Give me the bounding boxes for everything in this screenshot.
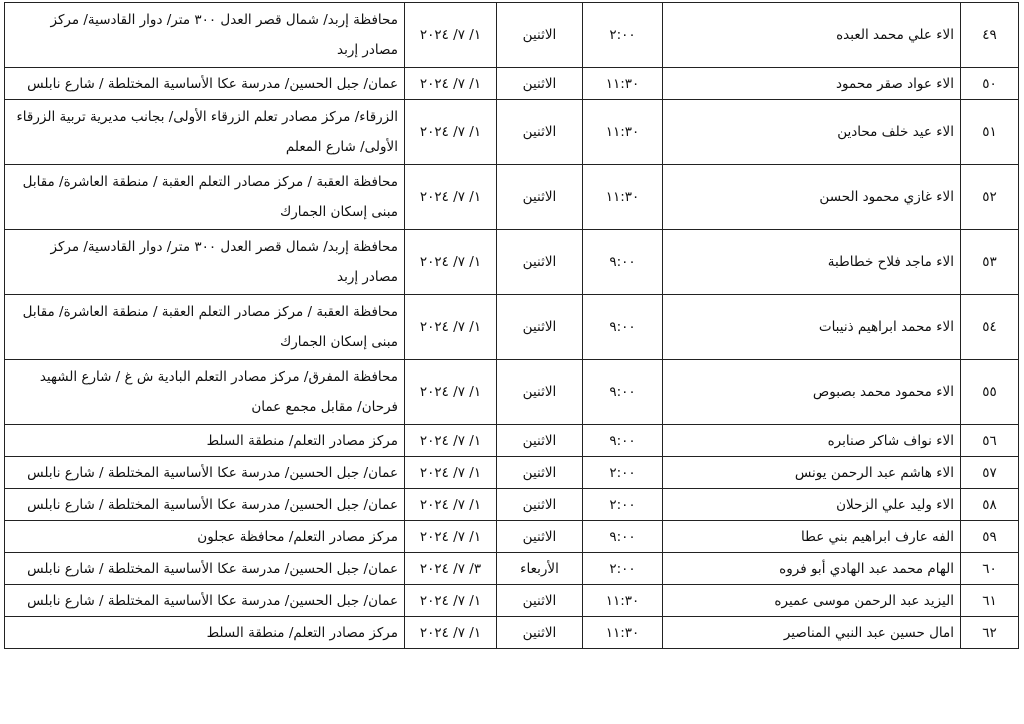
location-cell: محافظة إربد/ شمال قصر العدل ٣٠٠ متر/ دوار القادسية/ مركز مصادر إربد [5,230,405,295]
date-cell: ١/ ٧/ ٢٠٢٤ [405,230,497,295]
date-cell: ١/ ٧/ ٢٠٢٤ [405,457,497,489]
day-cell: الاثنين [497,230,583,295]
person-name: الفه عارف ابراهيم بني عطا [663,521,961,553]
day-cell: الاثنين [497,585,583,617]
time-cell: ٩:٠٠ [583,521,663,553]
row-number: ٥٩ [961,521,1019,553]
date-cell: ١/ ٧/ ٢٠٢٤ [405,617,497,649]
row-number: ٥٣ [961,230,1019,295]
day-cell: الاثنين [497,617,583,649]
day-cell: الاثنين [497,489,583,521]
table-row [5,553,1019,585]
time-cell: ٢:٠٠ [583,3,663,68]
table-row [5,425,1019,457]
table-row [5,100,1019,165]
person-name: الهام محمد عبد الهادي أبو فروه [663,553,961,585]
day-cell: الاثنين [497,100,583,165]
schedule-body [5,3,1019,649]
person-name: اليزيد عبد الرحمن موسى عميره [663,585,961,617]
table-row [5,489,1019,521]
time-cell: ١١:٣٠ [583,585,663,617]
row-number: ٥٧ [961,457,1019,489]
person-name: الاء ماجد فلاح خطاطبة [663,230,961,295]
row-number: ٥٦ [961,425,1019,457]
date-cell: ١/ ٧/ ٢٠٢٤ [405,521,497,553]
table-row [5,295,1019,360]
day-cell: الأربعاء [497,553,583,585]
row-number: ٦١ [961,585,1019,617]
date-cell: ١/ ٧/ ٢٠٢٤ [405,100,497,165]
person-name: الاء وليد علي الزحلان [663,489,961,521]
date-cell: ١/ ٧/ ٢٠٢٤ [405,585,497,617]
day-cell: الاثنين [497,360,583,425]
day-cell: الاثنين [497,457,583,489]
date-cell: ١/ ٧/ ٢٠٢٤ [405,3,497,68]
table-row [5,617,1019,649]
row-number: ٥٥ [961,360,1019,425]
person-name: الاء عيد خلف محادين [663,100,961,165]
time-cell: ١١:٣٠ [583,68,663,100]
row-number: ٥١ [961,100,1019,165]
location-cell: الزرقاء/ مركز مصادر تعلم الزرقاء الأولى/ بجانب مديرية تربية الزرقاء الأولى/ شارع المعلم [5,100,405,165]
table-row [5,3,1019,68]
time-cell: ٩:٠٠ [583,230,663,295]
table-row [5,360,1019,425]
location-cell: مركز مصادر التعلم/ منطقة السلط [5,617,405,649]
time-cell: ١١:٣٠ [583,165,663,230]
date-cell: ١/ ٧/ ٢٠٢٤ [405,165,497,230]
location-cell: عمان/ جبل الحسين/ مدرسة عكا الأساسية المختلطة / شارع نابلس [5,68,405,100]
person-name: الاء غازي محمود الحسن [663,165,961,230]
row-number: ٥٢ [961,165,1019,230]
row-number: ٥٤ [961,295,1019,360]
location-cell: عمان/ جبل الحسين/ مدرسة عكا الأساسية المختلطة / شارع نابلس [5,585,405,617]
time-cell: ٢:٠٠ [583,457,663,489]
date-cell: ١/ ٧/ ٢٠٢٤ [405,489,497,521]
table-row [5,68,1019,100]
row-number: ٦٢ [961,617,1019,649]
date-cell: ١/ ٧/ ٢٠٢٤ [405,425,497,457]
day-cell: الاثنين [497,68,583,100]
day-cell: الاثنين [497,3,583,68]
person-name: امال حسين عبد النبي المناصير [663,617,961,649]
date-cell: ١/ ٧/ ٢٠٢٤ [405,295,497,360]
location-cell: عمان/ جبل الحسين/ مدرسة عكا الأساسية المختلطة / شارع نابلس [5,553,405,585]
person-name: الاء علي محمد العبده [663,3,961,68]
time-cell: ٩:٠٠ [583,295,663,360]
location-cell: عمان/ جبل الحسين/ مدرسة عكا الأساسية المختلطة / شارع نابلس [5,489,405,521]
person-name: الاء نواف شاكر صنابره [663,425,961,457]
day-cell: الاثنين [497,425,583,457]
location-cell: مركز مصادر التعلم/ محافظة عجلون [5,521,405,553]
day-cell: الاثنين [497,521,583,553]
table-row [5,230,1019,295]
day-cell: الاثنين [497,165,583,230]
person-name: الاء محمود محمد بصبوص [663,360,961,425]
time-cell: ٩:٠٠ [583,425,663,457]
person-name: الاء محمد ابراهيم ذنيبات [663,295,961,360]
schedule-table [4,2,1019,649]
row-number: ٤٩ [961,3,1019,68]
location-cell: مركز مصادر التعلم/ منطقة السلط [5,425,405,457]
row-number: ٥٠ [961,68,1019,100]
location-cell: عمان/ جبل الحسين/ مدرسة عكا الأساسية المختلطة / شارع نابلس [5,457,405,489]
person-name: الاء عواد صقر محمود [663,68,961,100]
time-cell: ١١:٣٠ [583,100,663,165]
location-cell: محافظة العقبة / مركز مصادر التعلم العقبة / منطقة العاشرة/ مقابل مبنى إسكان الجمارك [5,165,405,230]
time-cell: ٢:٠٠ [583,489,663,521]
date-cell: ٣/ ٧/ ٢٠٢٤ [405,553,497,585]
time-cell: ٢:٠٠ [583,553,663,585]
location-cell: محافظة المفرق/ مركز مصادر التعلم البادية ش غ / شارع الشهيد فرحان/ مقابل مجمع عمان [5,360,405,425]
row-number: ٥٨ [961,489,1019,521]
table-row [5,585,1019,617]
table-row [5,165,1019,230]
location-cell: محافظة العقبة / مركز مصادر التعلم العقبة / منطقة العاشرة/ مقابل مبنى إسكان الجمارك [5,295,405,360]
table-row [5,521,1019,553]
day-cell: الاثنين [497,295,583,360]
person-name: الاء هاشم عبد الرحمن يونس [663,457,961,489]
row-number: ٦٠ [961,553,1019,585]
date-cell: ١/ ٧/ ٢٠٢٤ [405,68,497,100]
location-cell: محافظة إربد/ شمال قصر العدل ٣٠٠ متر/ دوار القادسية/ مركز مصادر إربد [5,3,405,68]
time-cell: ١١:٣٠ [583,617,663,649]
table-row [5,457,1019,489]
time-cell: ٩:٠٠ [583,360,663,425]
date-cell: ١/ ٧/ ٢٠٢٤ [405,360,497,425]
